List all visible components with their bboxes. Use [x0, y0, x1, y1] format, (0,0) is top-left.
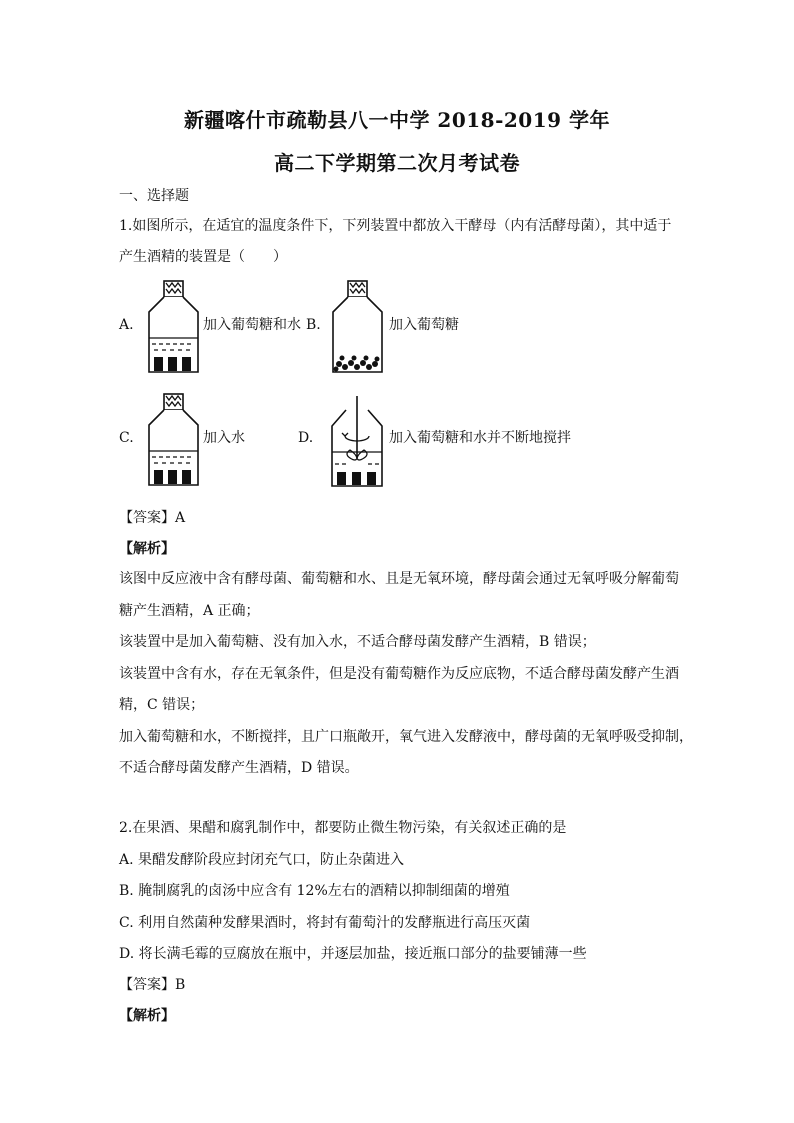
bottle-d-figure [328, 396, 386, 488]
q1-option-b-letter: B. [306, 317, 321, 333]
q2-analysis-label: 【解析】 [119, 1008, 175, 1024]
q1-analysis-line: 糖产生酒精，A 正确； [119, 603, 260, 619]
exam-title-line2: 高二下学期第二次月考试卷 [274, 151, 520, 175]
bottle-b-figure [330, 280, 385, 374]
q1-option-d-letter: D. [298, 430, 314, 446]
bottle-a-figure [146, 280, 201, 374]
q1-option-b-caption: 加入葡萄糖 [389, 317, 459, 333]
q1-analysis-line: 该图中反应液中含有酵母菌、葡萄糖和水、且是无氧环境，酵母菌会通过无氧呼吸分解葡萄 [119, 571, 679, 587]
q2-stem: 2.在果酒、果醋和腐乳制作中，都要防止微生物污染，有关叙述正确的是 [119, 820, 567, 836]
bottle-c-figure [146, 393, 201, 487]
q2-option-b: B. 腌制腐乳的卤汤中应含有 12%左右的酒精以抑制细菌的增殖 [119, 883, 510, 899]
q1-analysis-line: 该装置中含有水，存在无氧条件，但是没有葡萄糖作为反应底物，不适合酵母菌发酵产生酒 [119, 666, 679, 682]
q1-option-a-caption: 加入葡萄糖和水 [203, 317, 301, 333]
q1-analysis-line: 精，C 错误； [119, 697, 205, 713]
q1-stem-line2: 产生酒精的装置是（ ） [119, 249, 287, 265]
q1-analysis-line: 该装置中是加入葡萄糖、没有加入水，不适合酵母菌发酵产生酒精，B 错误； [119, 634, 596, 650]
q1-option-d-caption: 加入葡萄糖和水并不断地搅拌 [389, 430, 571, 446]
q1-stem-line1: 1.如图所示，在适宜的温度条件下，下列装置中都放入干酵母（内有活酵母菌），其中适于 [119, 218, 672, 234]
q2-option-a: A. 果醋发酵阶段应封闭充气口，防止杂菌进入 [119, 852, 405, 868]
q1-option-c-caption: 加入水 [203, 430, 245, 446]
q2-answer: 【答案】B [119, 977, 186, 993]
q2-option-c: C. 利用自然菌种发酵果酒时，将封有葡萄汁的发酵瓶进行高压灭菌 [119, 915, 531, 931]
q1-analysis-line: 不适合酵母菌发酵产生酒精，D 错误。 [119, 760, 359, 776]
q1-analysis-line: 加入葡萄糖和水，不断搅拌，且广口瓶敞开，氧气进入发酵液中，酵母菌的无氧呼吸受抑制， [119, 729, 693, 745]
q2-option-d: D. 将长满毛霉的豆腐放在瓶中，并逐层加盐，接近瓶口部分的盐要铺薄一些 [119, 946, 587, 962]
q1-option-a-letter: A. [119, 317, 134, 333]
q1-answer: 【答案】A [119, 510, 186, 526]
exam-title-line1: 新疆喀什市疏勒县八一中学 2018-2019 学年 [183, 108, 611, 132]
q1-analysis-label: 【解析】 [119, 541, 175, 557]
q1-option-c-letter: C. [119, 430, 134, 446]
section-heading: 一、选择题 [119, 188, 189, 204]
